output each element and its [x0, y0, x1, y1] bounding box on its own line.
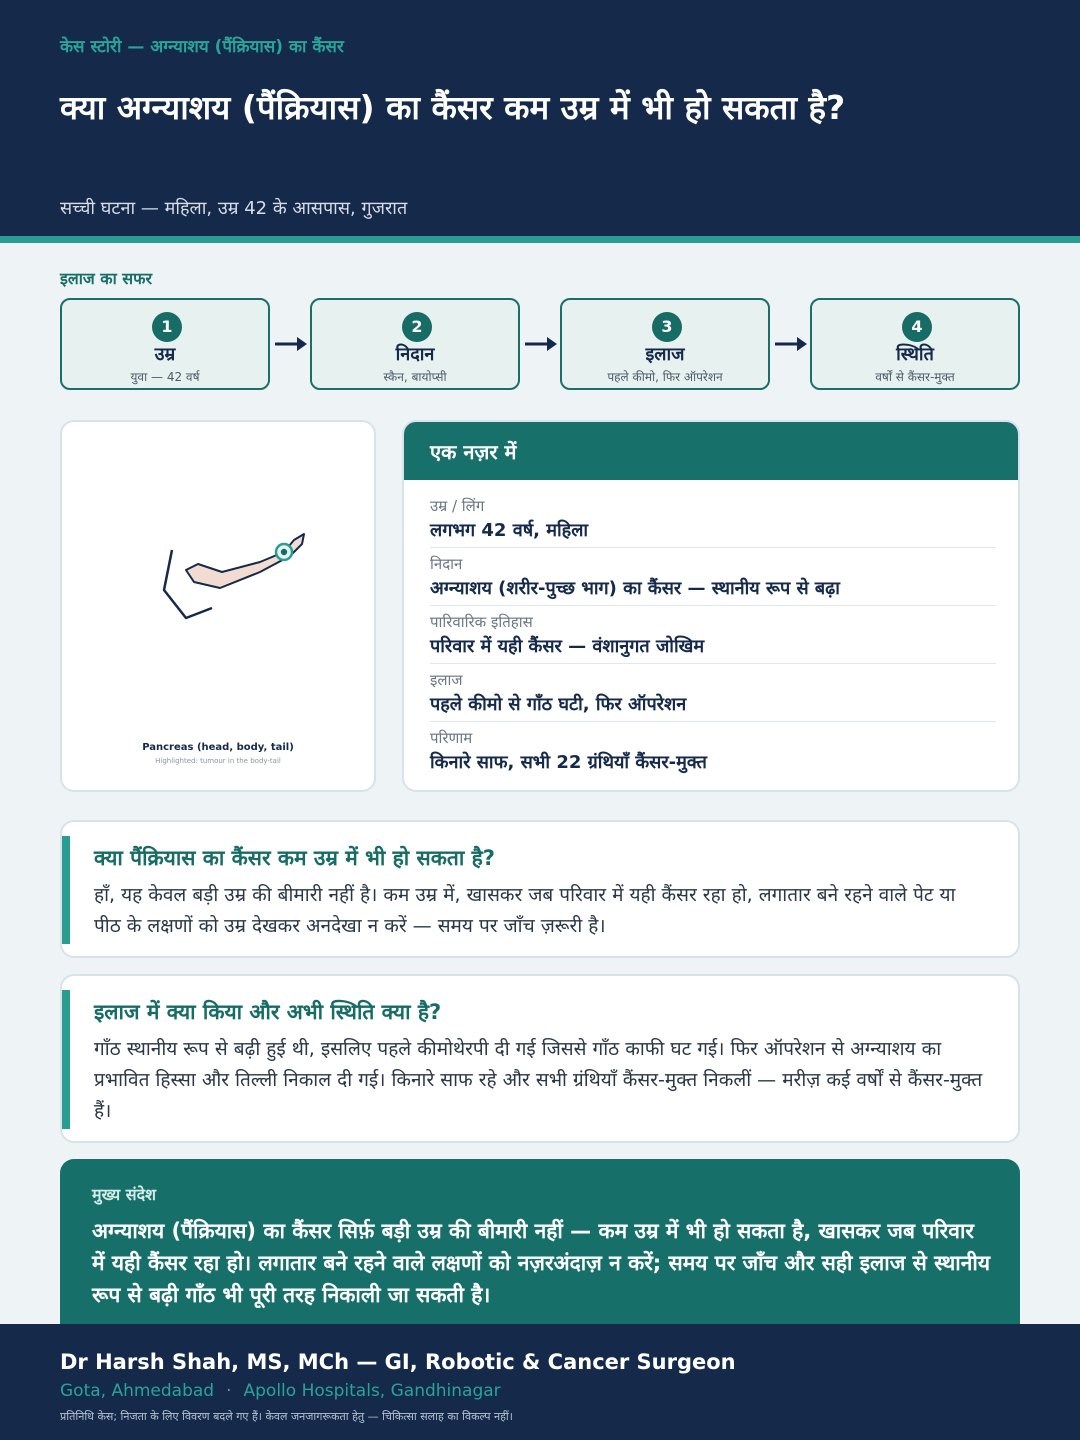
pancreas-diagram: [62, 422, 378, 794]
glance-title: एक नज़र में: [430, 440, 517, 464]
glance-row-treatment: [430, 664, 996, 722]
step-subtitle: वर्षों से कैंसर-मुक्त: [875, 370, 955, 384]
qa-answer: गाँठ स्थानीय रूप से बढ़ी हुई थी, इसलिए पहले कीमोथेरपी दी गई जिससे गाँठ काफी घट गई। फिर ऑपरेशन से अग्न्याशय का प्रभावित हिस्सा और तिल्ली निकाल दी गई। किनारे साफ रहे और सभी ग्रंथियाँ कैंसर-मुक्त निकलीं — मरीज़ कई वर्षों से कैंसर-मुक्त हैं।: [94, 1038, 983, 1122]
glance-row-diagnosis: [430, 548, 996, 606]
page-footer: [0, 1324, 1080, 1440]
qa-card-young-age: [60, 820, 1020, 958]
doctor-location: [60, 1381, 501, 1401]
disclaimer-text: प्रतिनिधि केस; निजता के लिए विवरण बदले गए हैं। केवल जनजागरूकता हेतु — चिकित्सा सलाह का विकल्प नहीं।: [60, 1410, 513, 1423]
accent-divider: [0, 236, 1080, 243]
key-message-card: [60, 1159, 1020, 1339]
glance-label: इलाज: [430, 671, 463, 689]
glance-label: निदान: [430, 555, 463, 573]
step-title: स्थिति: [896, 344, 934, 365]
illustration-note: Highlighted: tumour in the body-tail: [155, 757, 281, 765]
glance-label: उम्र / लिंग: [430, 497, 485, 515]
arrow-right-icon: [273, 332, 309, 356]
step-subtitle: स्कैन, बायोप्सी: [383, 370, 447, 384]
glance-value: किनारे साफ, सभी 22 ग्रंथियाँ कैंसर-मुक्त: [430, 752, 707, 773]
qa-accent-bar: [62, 836, 70, 944]
glance-value: परिवार में यही कैंसर — वंशानुगत जोखिम: [430, 636, 705, 657]
tumour-marker-core: [281, 549, 287, 555]
step-subtitle: युवा — 42 वर्ष: [130, 370, 200, 384]
qa-answer: हाँ, यह केवल बड़ी उम्र की बीमारी नहीं है। कम उम्र में, खासकर जब परिवार में यही कैंसर रहा हो, लगातार बने रहने वाले पेट या पीठ के लक्षणों को उम्र देखकर अनदेखा न करें — समय पर जाँच ज़रूरी है।: [94, 884, 956, 937]
glance-row-outcome: [430, 722, 996, 780]
page-header: [0, 0, 1080, 236]
journey-step-age: [60, 298, 270, 390]
page-title: क्या अग्न्याशय (पैंक्रियास) का कैंसर कम उम्र में भी हो सकता है?: [60, 88, 846, 127]
step-title: निदान: [395, 344, 435, 365]
arrow-right-icon: [773, 332, 809, 356]
glance-label: परिणाम: [430, 729, 473, 747]
journey-step-diagnosis: [310, 298, 520, 390]
header-subtitle: सच्ची घटना — महिला, उम्र 42 के आसपास, गुजरात: [60, 198, 408, 219]
step-number: 3: [652, 312, 682, 342]
key-message-text: अग्न्याशय (पैंक्रियास) का कैंसर सिर्फ़ बड़ी उम्र की बीमारी नहीं — कम उम्र में भी हो सकता है, खासकर जब परिवार में यही कैंसर रहा हो। लगातार बने रहने वाले लक्षणों को नज़रअंदाज़ न करें; समय पर जाँच और सही इलाज से स्थानीय रूप से बढ़ी गाँठ भी पूरी तरह निकाली जा सकती है।: [92, 1219, 990, 1307]
step-title: इलाज: [645, 344, 685, 365]
glance-value: अग्न्याशय (शरीर-पुच्छ भाग) का कैंसर — स्थानीय रूप से बढ़ा: [430, 578, 840, 599]
hospital-text: Apollo Hospitals, Gandhinagar: [243, 1381, 501, 1401]
step-number: 4: [902, 312, 932, 342]
header-eyebrow: केस स्टोरी — अग्न्याशय (पैंक्रियास) का कैंसर: [60, 37, 344, 57]
doctor-name: Dr Harsh Shah, MS, MCh — GI, Robotic & Cancer Surgeon: [60, 1350, 736, 1374]
location-separator: ·: [226, 1381, 232, 1401]
glance-value: पहले कीमो से गाँठ घटी, फिर ऑपरेशन: [430, 694, 687, 715]
illustration-caption: Pancreas (head, body, tail): [142, 742, 294, 753]
arrow-right-icon: [523, 332, 559, 356]
step-number: 2: [402, 312, 432, 342]
at-a-glance-card: [402, 420, 1020, 792]
glance-label: पारिवारिक इतिहास: [430, 613, 533, 631]
qa-question: इलाज में क्या किया और अभी स्थिति क्या है?: [94, 1000, 442, 1024]
pancreas-shape: [186, 534, 304, 588]
step-title: उम्र: [154, 344, 176, 365]
step-subtitle: पहले कीमो, फिर ऑपरेशन: [607, 370, 723, 384]
glance-row-age: [430, 490, 996, 548]
journey-step-status: [810, 298, 1020, 390]
journey-step-treatment: [560, 298, 770, 390]
location-text: Gota, Ahmedabad: [60, 1381, 215, 1401]
step-number: 1: [152, 312, 182, 342]
glance-value: लगभग 42 वर्ष, महिला: [430, 520, 589, 541]
qa-accent-bar: [62, 990, 70, 1129]
glance-row-family-history: [430, 606, 996, 664]
qa-card-treatment-status: [60, 974, 1020, 1143]
key-message-label: मुख्य संदेश: [92, 1185, 156, 1204]
pancreas-illustration-card: [60, 420, 376, 792]
glance-header: [404, 422, 1018, 480]
journey-label: इलाज का सफर: [60, 269, 152, 288]
qa-question: क्या पैंक्रियास का कैंसर कम उम्र में भी हो सकता है?: [94, 846, 495, 870]
